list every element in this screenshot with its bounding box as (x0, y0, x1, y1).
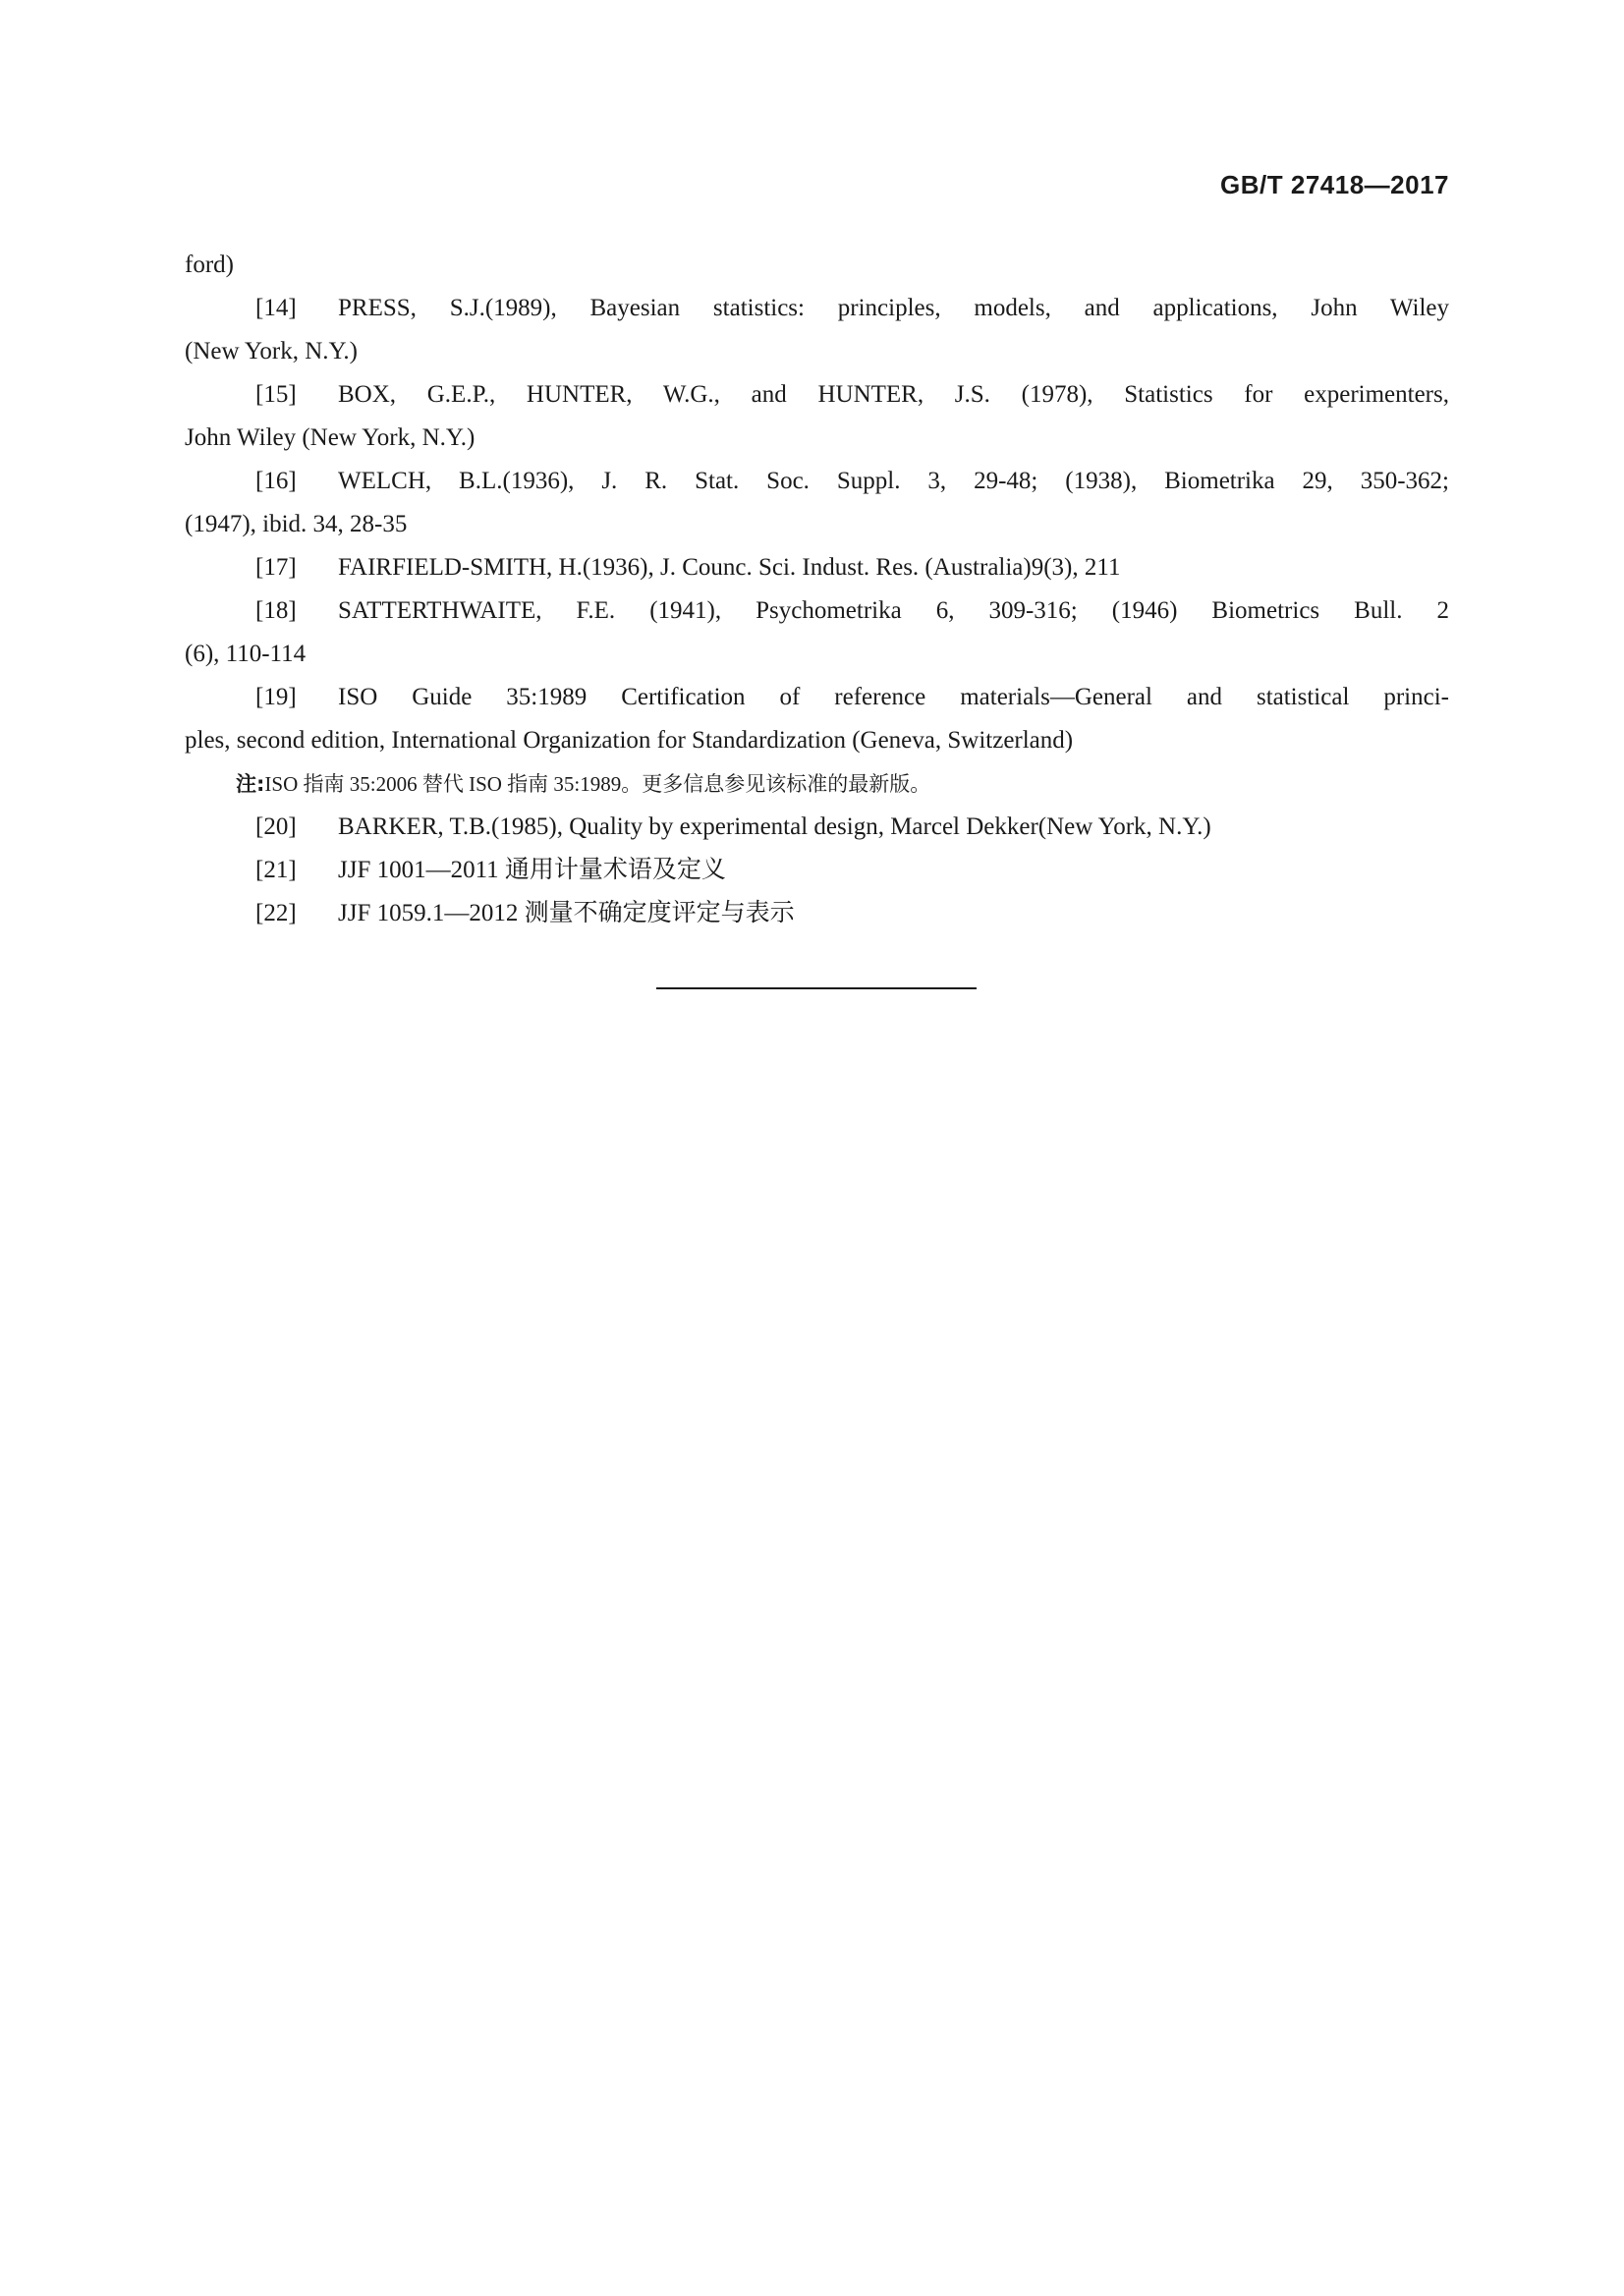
reference-15-cont: John Wiley (New York, N.Y.) (185, 424, 476, 451)
reference-16 (185, 460, 1449, 503)
reference-14-cont: (New York, N.Y.) (185, 338, 358, 364)
note-label: 注: (236, 772, 265, 796)
reference-number: [16] (255, 468, 297, 494)
note-text: ISO 指南 35:2006 替代 ISO 指南 35:1989。更多信息参见该标准的最新版。 (264, 772, 931, 796)
reference-19 (185, 676, 1449, 719)
reference-14 (185, 287, 1449, 330)
reference-number: [22] (255, 900, 297, 926)
reference-text: SATTERTHWAITE, F.E. (1941), Psychometrika 6, 309-316; (1946) Biometrics Bull. 2 (338, 597, 1449, 624)
end-of-document-rule (656, 987, 977, 989)
reference-19-cont: ples, second edition, International Organization for Standardization (Geneva, Switzerland) (185, 727, 1074, 754)
reference-number: [21] (255, 857, 297, 883)
reference-text: BARKER, T.B.(1985), Quality by experimental design, Marcel Dekker(New York, N.Y.) (338, 813, 1211, 840)
reference-number: [15] (255, 381, 297, 408)
reference-22 (185, 892, 1449, 935)
reference-continuation: ford) (185, 252, 234, 278)
reference-text: PRESS, S.J.(1989), Bayesian statistics: principles, models, and applications, John Wiley (338, 295, 1449, 321)
reference-text: JJF 1001—2011 通用计量术语及定义 (338, 857, 726, 883)
reference-text: BOX, G.E.P., HUNTER, W.G., and HUNTER, J.S. (1978), Statistics for experimenters, (338, 381, 1449, 408)
reference-16-cont: (1947), ibid. 34, 28-35 (185, 511, 408, 537)
document-code: GB/T 27418—2017 (1220, 170, 1449, 199)
reference-text: ISO Guide 35:1989 Certification of reference materials—General and statistical princi- (338, 684, 1449, 710)
reference-number: [14] (255, 295, 297, 321)
reference-text: WELCH, B.L.(1936), J. R. Stat. Soc. Suppl. 3, 29-48; (1938), Biometrika 29, 350-362; (338, 468, 1449, 494)
reference-21 (185, 849, 1449, 892)
reference-17 (185, 546, 1449, 589)
reference-20 (185, 806, 1449, 849)
reference-number: [17] (255, 554, 297, 581)
reference-number: [18] (255, 597, 297, 624)
reference-18-cont: (6), 110-114 (185, 641, 307, 667)
reference-text: FAIRFIELD-SMITH, H.(1936), J. Counc. Sci. Indust. Res. (Australia)9(3), 211 (338, 554, 1121, 581)
references-list (185, 244, 1449, 935)
reference-note (185, 762, 1449, 806)
reference-number: [19] (255, 684, 297, 710)
reference-18 (185, 589, 1449, 633)
reference-text: JJF 1059.1—2012 测量不确定度评定与表示 (338, 900, 795, 926)
reference-number: [20] (255, 813, 297, 840)
reference-15 (185, 373, 1449, 417)
